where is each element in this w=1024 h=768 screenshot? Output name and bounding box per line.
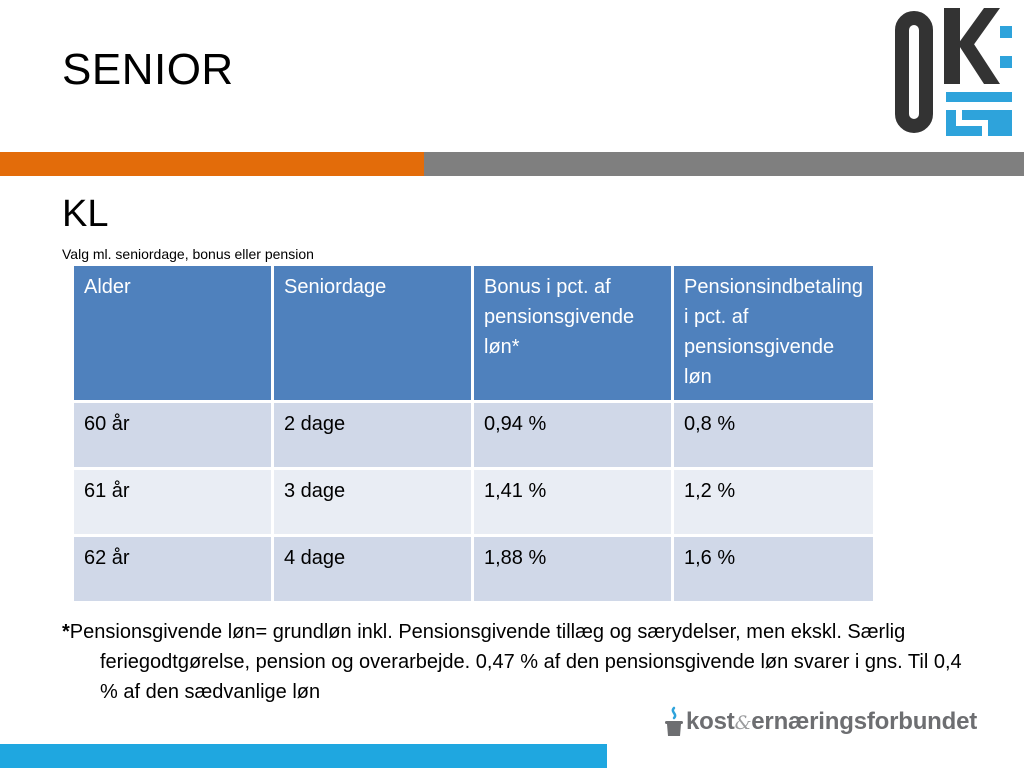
table-row xyxy=(73,536,875,603)
table-header-row xyxy=(73,265,875,402)
cell-alder: 61 år xyxy=(73,469,273,536)
cell-alder: 60 år xyxy=(73,402,273,469)
cell-seniordage: 3 dage xyxy=(273,469,473,536)
table-row xyxy=(73,469,875,536)
cell-bonus: 0,94 % xyxy=(473,402,673,469)
section-heading: KL xyxy=(62,193,109,235)
footnote xyxy=(62,617,980,707)
accent-bar-orange xyxy=(0,152,424,176)
cell-pension: 1,2 % xyxy=(673,469,875,536)
header-bonus: Bonus i pct. af pensionsgivende løn* xyxy=(473,265,673,402)
cell-bonus: 1,41 % xyxy=(473,469,673,536)
slide-title: SENIOR xyxy=(62,45,234,94)
accent-bar-gray xyxy=(424,152,1024,176)
header-alder: Alder xyxy=(73,265,273,402)
senior-table xyxy=(71,263,876,604)
kef-cooking-pot-icon xyxy=(664,706,684,738)
cell-pension: 0,8 % xyxy=(673,402,875,469)
kef-wordmark: kost&ernæringsforbundet xyxy=(686,708,978,735)
cell-pension: 1,6 % xyxy=(673,536,875,603)
ok-logo-icon xyxy=(888,4,1018,140)
footnote-marker: * xyxy=(62,621,70,643)
cell-seniordage: 2 dage xyxy=(273,402,473,469)
cell-bonus: 1,88 % xyxy=(473,536,673,603)
cell-seniordage: 4 dage xyxy=(273,536,473,603)
table-row xyxy=(73,402,875,469)
header-seniordage: Seniordage xyxy=(273,265,473,402)
footnote-text: Pensionsgivende løn= grundløn inkl. Pensionsgivende tillæg og særydelser, men ekskl. Særlig feriegodtgørelse, pension og overarbejde. 0,47 % af den pensionsgivende løn svarer i gns. Til 0,4 % af den sædvanlige løn xyxy=(69,621,962,703)
accent-bar-blue xyxy=(0,744,607,768)
header-pensionsindbetaling: Pensionsindbetaling i pct. af pensionsgivende løn xyxy=(673,265,875,402)
kef-logo xyxy=(664,704,1009,740)
cell-alder: 62 år xyxy=(73,536,273,603)
subheading: Valg ml. seniordage, bonus eller pension xyxy=(62,246,314,262)
